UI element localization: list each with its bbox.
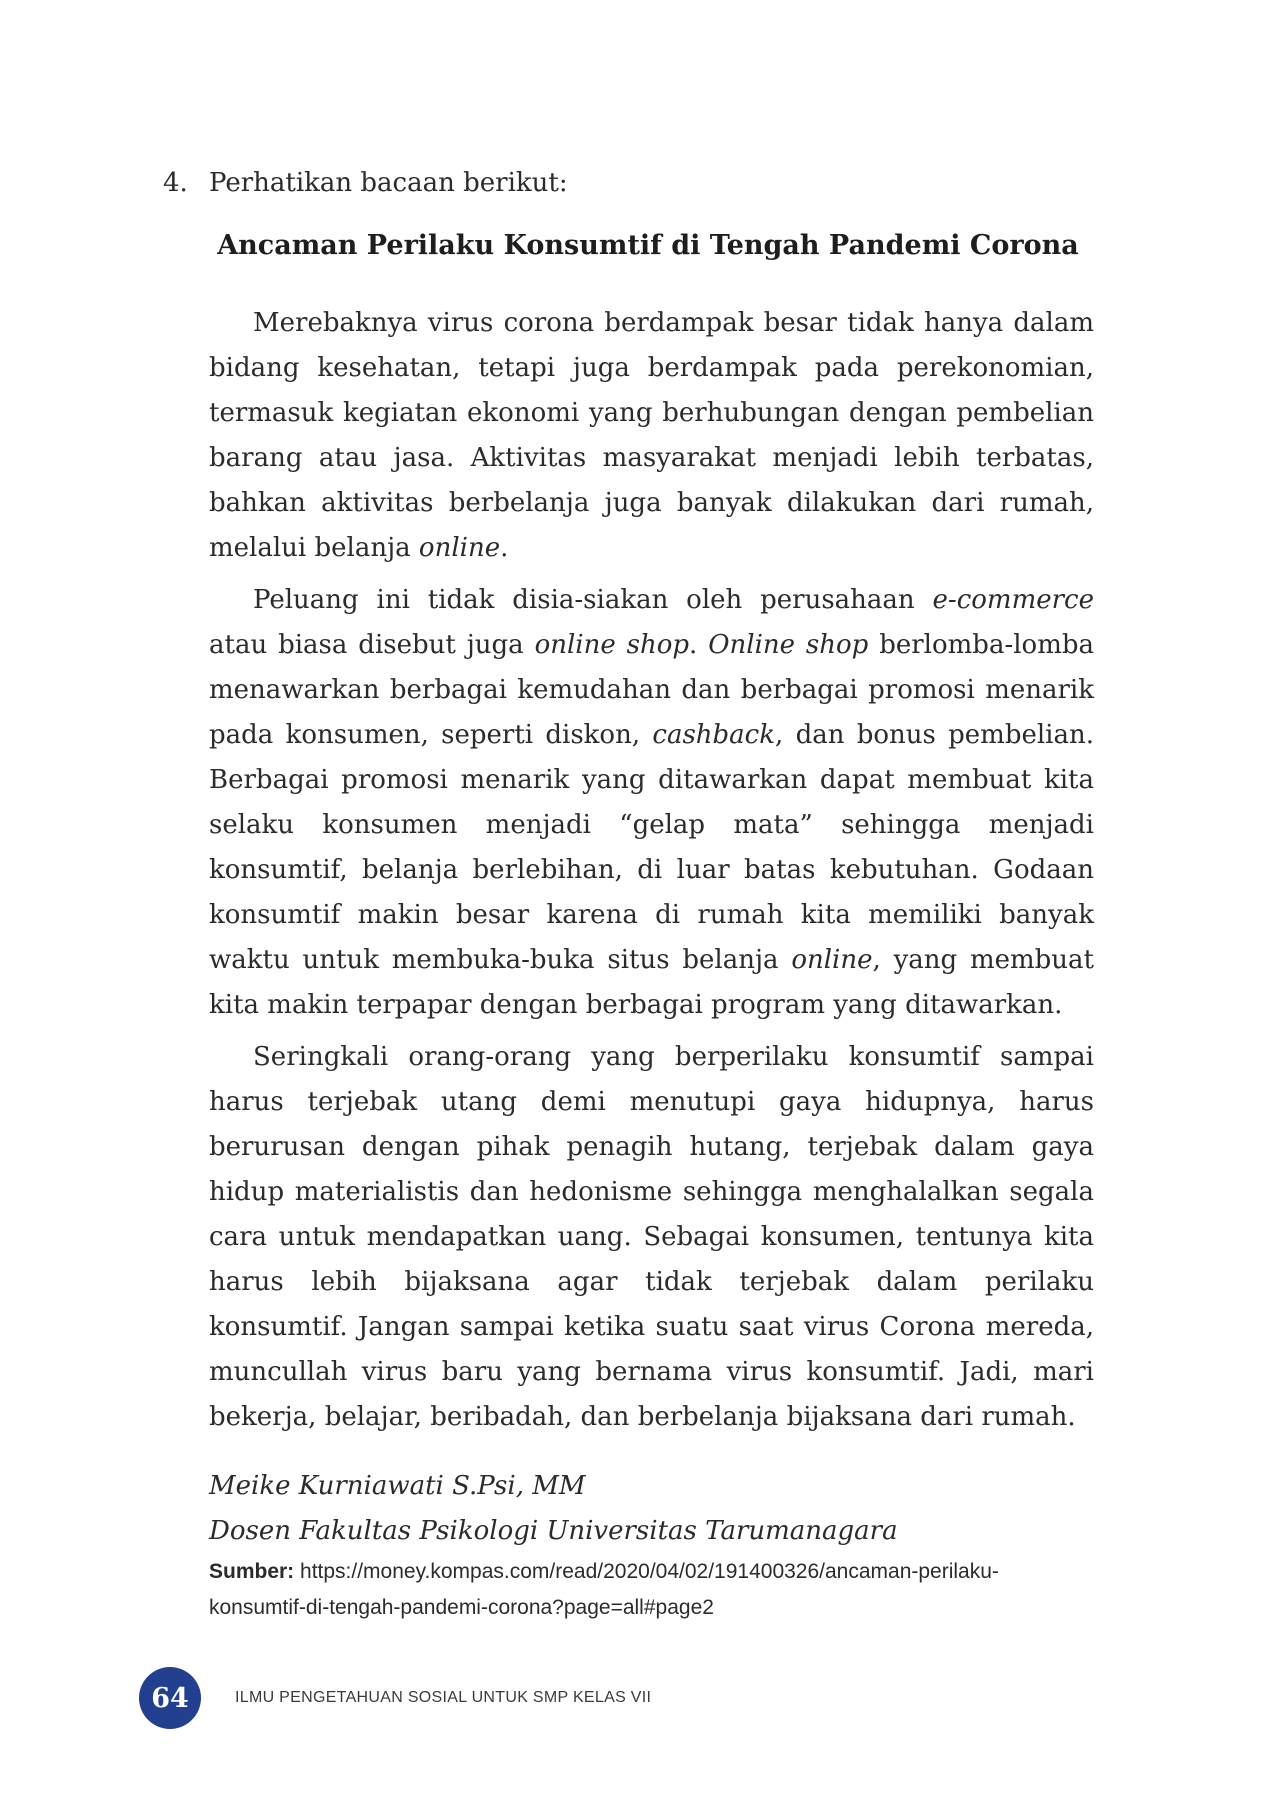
italic-term: online shop — [534, 630, 690, 660]
article-title: Ancaman Perilaku Konsumtif di Tengah Pandemi Corona — [217, 230, 1079, 261]
author-block — [209, 1464, 898, 1554]
question-number: 4. — [163, 168, 188, 198]
italic-term: Online shop — [708, 630, 869, 660]
italic-term: online — [791, 945, 873, 975]
page-footer — [139, 1667, 651, 1729]
article-paragraph — [209, 301, 1094, 571]
paragraph-text: berlomba-lomba menawarkan berbagai kemudahan dan berbagai promosi menarik pada konsumen, seperti diskon, — [209, 630, 1094, 750]
article-paragraph — [209, 1035, 1094, 1440]
article-body — [209, 301, 1094, 1447]
author-name: Meike Kurniawati S.Psi, MM — [209, 1471, 586, 1501]
question-item — [163, 163, 568, 203]
source-link[interactable]: https://money.kompas.com/read/2020/04/02/191400326/ancaman-perilaku-konsumtif-di-tengah-pandemi-corona?page=all#page2 — [209, 1560, 999, 1619]
paragraph-text: Merebaknya virus corona berdampak besar tidak hanya dalam bidang kesehatan, tetapi juga berdampak pada perekonomian, termasuk kegiatan ekonomi yang berhubungan dengan pembelian barang atau jasa. Aktivitas masyarakat menjadi lebih terbatas, bahkan aktivitas berbelanja juga banyak dilakukan dari rumah, melalui belanja — [209, 308, 1094, 563]
paragraph-text: . — [500, 533, 509, 563]
question-prompt: Perhatikan bacaan berikut: — [209, 168, 568, 198]
paragraph-text: , dan bonus pembelian. Berbagai promosi menarik yang ditawarkan dapat membuat kita selaku konsumen menjadi “gelap mata” sehingga menjadi konsumtif, belanja berlebihan, di luar batas kebutuhan. Godaan konsumtif makin besar karena di rumah kita memiliki banyak waktu untuk membuka-buka situs belanja — [209, 720, 1095, 975]
paragraph-text: . — [689, 630, 709, 660]
italic-term: online — [418, 533, 501, 563]
paragraph-text: atau biasa disebut juga — [209, 630, 535, 660]
italic-term: e-commerce — [932, 585, 1094, 615]
paragraph-text: Peluang ini tidak disia-siakan oleh perusahaan — [253, 585, 933, 615]
source-label: Sumber: — [209, 1560, 295, 1583]
author-affiliation: Dosen Fakultas Psikologi Universitas Tarumanagara — [209, 1516, 898, 1546]
page-number: 64 — [151, 1682, 189, 1714]
article-paragraph — [209, 578, 1094, 1028]
book-title: ILMU PENGETAHUAN SOSIAL UNTUK SMP KELAS VII — [235, 1689, 652, 1706]
page-number-badge — [139, 1667, 201, 1729]
paragraph-text: Seringkali orang-orang yang berperilaku konsumtif sampai harus terjebak utang demi menutupi gaya hidupnya, harus berurusan dengan pihak penagih hutang, terjebak dalam gaya hidup materialistis dan hedonisme sehingga menghalalkan segala cara untuk mendapatkan uang. Sebagai konsumen, tentunya kita harus lebih bijaksana agar tidak terjebak dalam perilaku konsumtif. Jangan sampai ketika suatu saat virus Corona mereda, muncullah virus baru yang bernama virus konsumtif. Jadi, mari bekerja, belajar, beribadah, dan berbelanja bijaksana dari rumah. — [209, 1042, 1094, 1432]
italic-term: cashback — [652, 720, 776, 750]
paragraph-text: , yang membuat kita makin terpapar dengan berbagai program yang ditawarkan. — [209, 945, 1094, 1020]
source-citation — [209, 1554, 1094, 1626]
